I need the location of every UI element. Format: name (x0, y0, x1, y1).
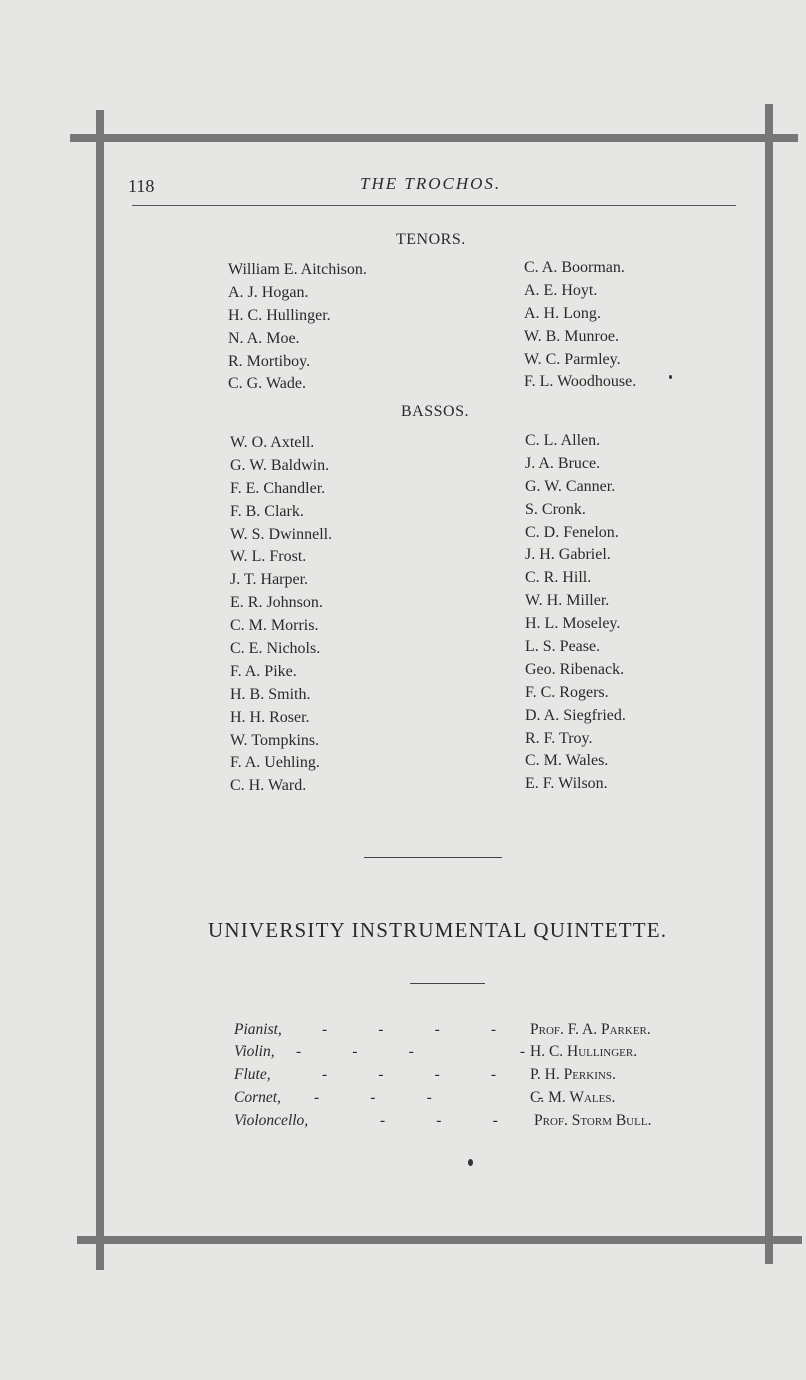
list-item: A. E. Hoyt. (524, 281, 598, 299)
player-name: P. H. Perkins. (530, 1066, 616, 1083)
list-item: C. M. Wales. (525, 752, 609, 770)
list-item: G. W. Canner. (525, 477, 616, 495)
list-item: W. C. Parmley. (524, 350, 621, 368)
player-name: H. C. Hullinger. (530, 1043, 638, 1060)
dot-leaders: - - - - (314, 1089, 547, 1106)
quintette-row (234, 1066, 694, 1088)
page-number: 118 (128, 176, 155, 196)
list-item: F. C. Rogers. (525, 683, 609, 701)
list-item: H. L. Moseley. (525, 615, 621, 633)
list-item: R. Mortiboy. (228, 352, 311, 370)
list-item: R. F. Troy. (525, 729, 593, 747)
list-item: F. A. Pike. (230, 662, 297, 680)
list-item: J. A. Bruce. (525, 454, 601, 472)
instrument-name: Flute, (234, 1066, 271, 1083)
player-name: Prof. F. A. Parker. (530, 1021, 651, 1038)
dot-leaders: - - - (380, 1112, 501, 1129)
quintette-row (234, 1043, 694, 1065)
short-divider (410, 983, 485, 984)
section-divider (364, 857, 502, 858)
list-item: W. O. Axtell. (230, 434, 315, 451)
list-item: F. B. Clark. (230, 502, 304, 520)
list-item: C. D. Fenelon. (525, 523, 619, 541)
list-item: C. A. Boorman. (524, 259, 625, 276)
instrument-name: Violoncello, (234, 1112, 309, 1129)
list-item: J. H. Gabriel. (525, 546, 611, 564)
running-head: THE TROCHOS. (360, 174, 502, 193)
player-name: Prof. Storm Bull. (534, 1112, 652, 1129)
bassos-left-column (230, 432, 332, 798)
tenors-heading: TENORS. (396, 231, 466, 248)
list-item: E. R. Johnson. (230, 594, 323, 612)
list-item: C. H. Ward. (230, 777, 307, 795)
frame-rule-right (765, 104, 773, 1264)
list-item: W. S. Dwinnell. (230, 525, 333, 543)
instrument-name: Cornet, (234, 1089, 281, 1106)
quintette-row (234, 1021, 694, 1043)
frame-rule-top (70, 134, 798, 142)
dot-leaders: - - - - (322, 1021, 500, 1038)
bassos-heading: BASSOS. (401, 403, 469, 420)
list-item: C. R. Hill. (525, 569, 592, 587)
list-item: F. E. Chandler. (230, 479, 326, 497)
header-rule (132, 205, 736, 206)
list-item: H. H. Roser. (230, 708, 310, 726)
list-item: Geo. Ribenack. (525, 660, 625, 678)
frame-rule-left (96, 110, 104, 1270)
list-item: W. L. Frost. (230, 548, 307, 566)
list-item: D. A. Siegfried. (525, 706, 626, 724)
quintette-row (234, 1112, 694, 1134)
list-item: C. L. Allen. (525, 432, 601, 449)
tenors-left-column (228, 259, 367, 396)
list-item: H. C. Hullinger. (228, 306, 331, 324)
instrument-name: Violin, (234, 1043, 275, 1060)
list-item: W. B. Munroe. (524, 327, 619, 345)
bassos-right-column (525, 430, 626, 796)
list-item: N. A. Moe. (228, 329, 300, 347)
ink-speck (468, 1159, 473, 1166)
list-item: C. G. Wade. (228, 375, 306, 393)
tenors-right-column (524, 257, 636, 394)
dot-leaders: - - - - (296, 1043, 529, 1060)
list-item: J. T. Harper. (230, 571, 309, 589)
list-item: C. E. Nichols. (230, 640, 321, 658)
list-item: F. L. Woodhouse. (524, 373, 637, 391)
list-item: C. M. Morris. (230, 617, 319, 635)
instrument-name: Pianist, (234, 1021, 282, 1038)
player-name: C. M. Wales. (530, 1089, 616, 1106)
quintette-heading: UNIVERSITY INSTRUMENTAL QUINTETTE. (208, 918, 668, 942)
list-item: E. F. Wilson. (525, 775, 608, 793)
list-item: L. S. Pease. (525, 638, 601, 656)
list-item: A. H. Long. (524, 304, 601, 322)
list-item: S. Cronk. (525, 500, 586, 518)
list-item: A. J. Hogan. (228, 283, 309, 301)
list-item: H. B. Smith. (230, 685, 311, 703)
quintette-row (234, 1089, 694, 1111)
list-item: W. Tompkins. (230, 731, 320, 749)
list-item: F. A. Uehling. (230, 754, 320, 772)
dot-leaders: - - - - (322, 1066, 500, 1083)
ink-speck (669, 375, 672, 379)
list-item: W. H. Miller. (525, 592, 610, 610)
list-item: William E. Aitchison. (228, 261, 367, 278)
list-item: G. W. Baldwin. (230, 456, 330, 474)
frame-rule-bottom (77, 1236, 802, 1244)
